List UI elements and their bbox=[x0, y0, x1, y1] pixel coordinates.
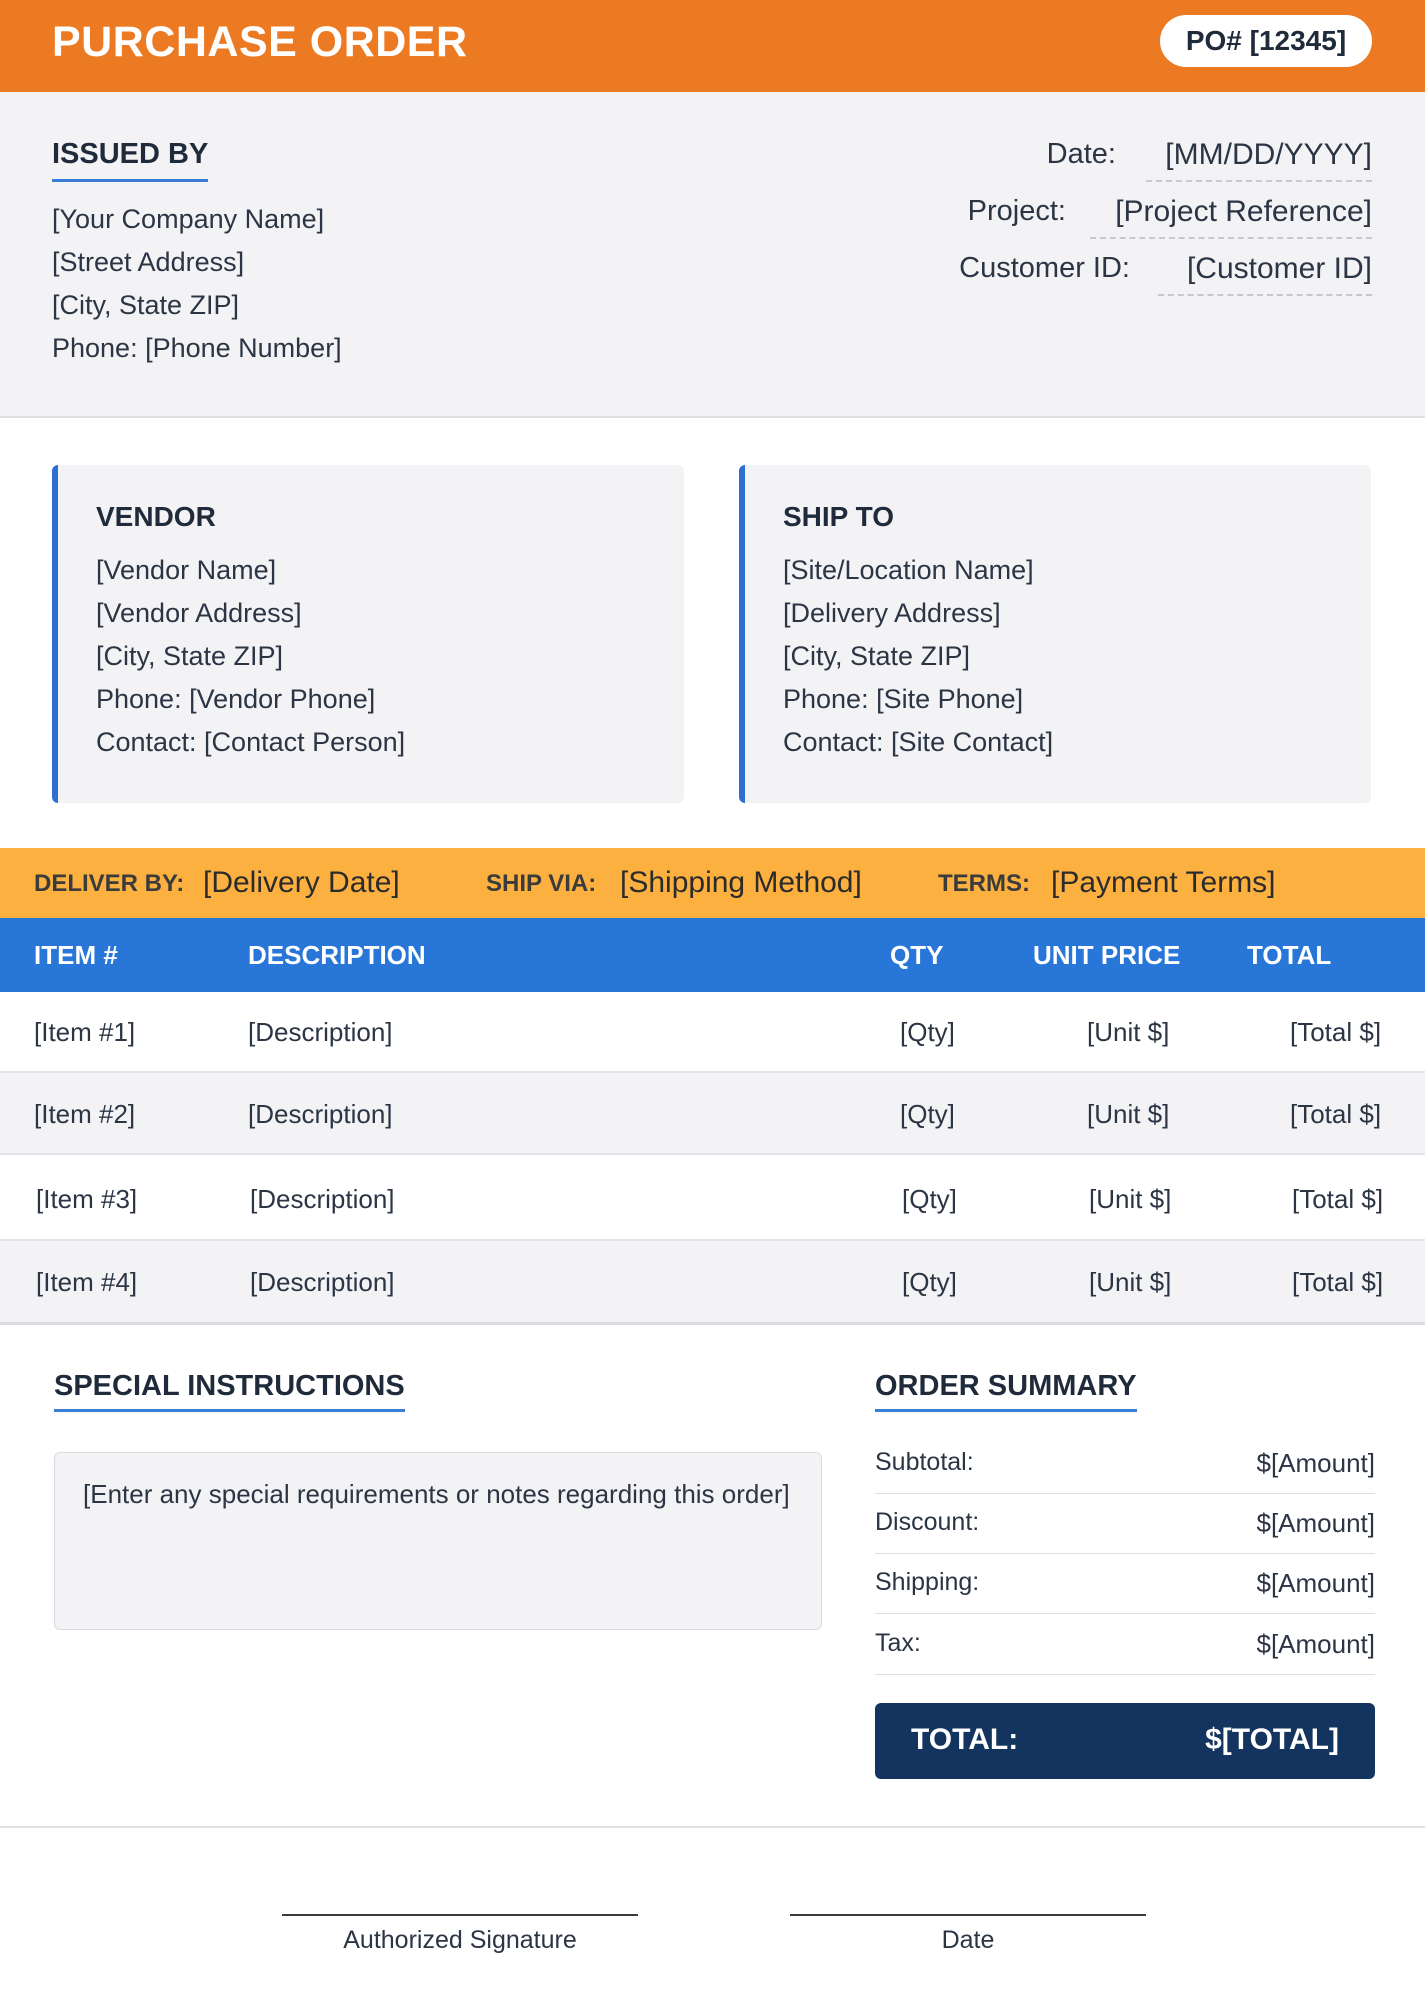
row-total: [Total $] bbox=[1290, 1099, 1382, 1129]
delivery-terms-strip bbox=[0, 848, 1425, 918]
ship-to-phone: Phone: [Site Phone] bbox=[783, 684, 1024, 714]
col-total: TOTAL bbox=[1247, 940, 1332, 970]
vendor-city: [City, State ZIP] bbox=[96, 641, 284, 671]
row-total: [Total $] bbox=[1290, 1017, 1382, 1047]
row-unit: [Unit $] bbox=[1089, 1267, 1172, 1297]
subtotal-value: $[Amount] bbox=[1256, 1448, 1375, 1478]
issuer-city: [City, State ZIP] bbox=[52, 290, 240, 320]
row-qty: [Qty] bbox=[902, 1267, 957, 1297]
ship-to-address: [Delivery Address] bbox=[783, 598, 1001, 628]
tax-label: Tax: bbox=[875, 1629, 921, 1657]
issuer-street: [Street Address] bbox=[52, 247, 245, 277]
col-qty: QTY bbox=[890, 940, 944, 970]
table-row bbox=[0, 1155, 1425, 1241]
signature-divider bbox=[0, 1826, 1425, 1828]
customer-id-label: Customer ID: bbox=[959, 252, 1130, 284]
customer-id-field[interactable]: [Customer ID] bbox=[1158, 252, 1372, 296]
summary-row-shipping bbox=[875, 1554, 1375, 1614]
col-item: ITEM # bbox=[34, 940, 118, 970]
issued-by-heading: ISSUED BY bbox=[52, 138, 208, 182]
signature-date-line[interactable] bbox=[790, 1914, 1146, 1916]
special-instructions-heading: SPECIAL INSTRUCTIONS bbox=[54, 1370, 405, 1412]
project-field[interactable]: [Project Reference] bbox=[1090, 195, 1372, 239]
discount-value: $[Amount] bbox=[1256, 1508, 1375, 1538]
row-qty: [Qty] bbox=[900, 1099, 955, 1129]
po-number-badge: PO# [12345] bbox=[1160, 15, 1372, 67]
total-value: $[TOTAL] bbox=[1205, 1723, 1339, 1756]
vendor-title: VENDOR bbox=[96, 501, 216, 532]
col-description: DESCRIPTION bbox=[248, 940, 426, 970]
terms-value: [Payment Terms] bbox=[1051, 866, 1276, 899]
summary-row-subtotal bbox=[875, 1434, 1375, 1494]
vendor-name: [Vendor Name] bbox=[96, 555, 277, 585]
table-row bbox=[0, 1073, 1425, 1155]
po-header bbox=[0, 0, 1425, 92]
row-unit: [Unit $] bbox=[1087, 1017, 1170, 1047]
shipping-value: $[Amount] bbox=[1256, 1568, 1375, 1598]
row-description: [Description] bbox=[248, 1099, 393, 1129]
special-instructions-field[interactable]: [Enter any special requirements or notes regarding this order] bbox=[54, 1452, 822, 1630]
project-label: Project: bbox=[967, 195, 1066, 227]
shipping-label: Shipping: bbox=[875, 1568, 980, 1596]
ship-to-title: SHIP TO bbox=[783, 501, 895, 532]
row-item: [Item #2] bbox=[34, 1099, 136, 1129]
row-unit: [Unit $] bbox=[1087, 1099, 1170, 1129]
discount-label: Discount: bbox=[875, 1508, 980, 1536]
issuer-phone: Phone: [Phone Number] bbox=[52, 333, 342, 363]
tax-value: $[Amount] bbox=[1256, 1629, 1375, 1659]
deliver-by-value: [Delivery Date] bbox=[203, 866, 400, 899]
summary-row-discount bbox=[875, 1494, 1375, 1554]
row-qty: [Qty] bbox=[902, 1184, 957, 1214]
row-total: [Total $] bbox=[1292, 1267, 1384, 1297]
subtotal-label: Subtotal: bbox=[875, 1448, 974, 1476]
col-unit-price: UNIT PRICE bbox=[1033, 940, 1181, 970]
total-box bbox=[875, 1703, 1375, 1779]
order-summary-heading: ORDER SUMMARY bbox=[875, 1370, 1137, 1412]
row-item: [Item #1] bbox=[34, 1017, 136, 1047]
ship-to-contact: Contact: [Site Contact] bbox=[783, 727, 1054, 757]
row-qty: [Qty] bbox=[900, 1017, 955, 1047]
issued-section bbox=[0, 92, 1425, 418]
items-table-header bbox=[0, 918, 1425, 992]
authorized-signature-label: Authorized Signature bbox=[343, 1926, 577, 1954]
vendor-card bbox=[52, 465, 684, 803]
authorized-signature-line[interactable] bbox=[282, 1914, 638, 1916]
signature-date-label: Date bbox=[941, 1926, 995, 1954]
date-label: Date: bbox=[1046, 138, 1116, 170]
ship-to-card bbox=[739, 465, 1371, 803]
date-field[interactable]: [MM/DD/YYYY] bbox=[1146, 138, 1372, 182]
table-row bbox=[0, 992, 1425, 1073]
issuer-company: [Your Company Name] bbox=[52, 204, 325, 234]
row-total: [Total $] bbox=[1292, 1184, 1384, 1214]
row-description: [Description] bbox=[250, 1184, 395, 1214]
row-item: [Item #4] bbox=[36, 1267, 138, 1297]
vendor-contact: Contact: [Contact Person] bbox=[96, 727, 406, 757]
row-description: [Description] bbox=[248, 1017, 393, 1047]
row-unit: [Unit $] bbox=[1089, 1184, 1172, 1214]
terms-label: TERMS: bbox=[938, 870, 1030, 897]
page-title: PURCHASE ORDER bbox=[52, 18, 468, 66]
ship-via-label: SHIP VIA: bbox=[486, 870, 597, 897]
ship-via-value: [Shipping Method] bbox=[620, 866, 862, 899]
vendor-address: [Vendor Address] bbox=[96, 598, 302, 628]
row-item: [Item #3] bbox=[36, 1184, 138, 1214]
ship-to-site: [Site/Location Name] bbox=[783, 555, 1034, 585]
total-label: TOTAL: bbox=[911, 1723, 1019, 1756]
table-row bbox=[0, 1241, 1425, 1325]
summary-row-tax bbox=[875, 1615, 1375, 1675]
ship-to-city: [City, State ZIP] bbox=[783, 641, 971, 671]
row-description: [Description] bbox=[250, 1267, 395, 1297]
vendor-phone: Phone: [Vendor Phone] bbox=[96, 684, 376, 714]
deliver-by-label: DELIVER BY: bbox=[34, 870, 185, 897]
